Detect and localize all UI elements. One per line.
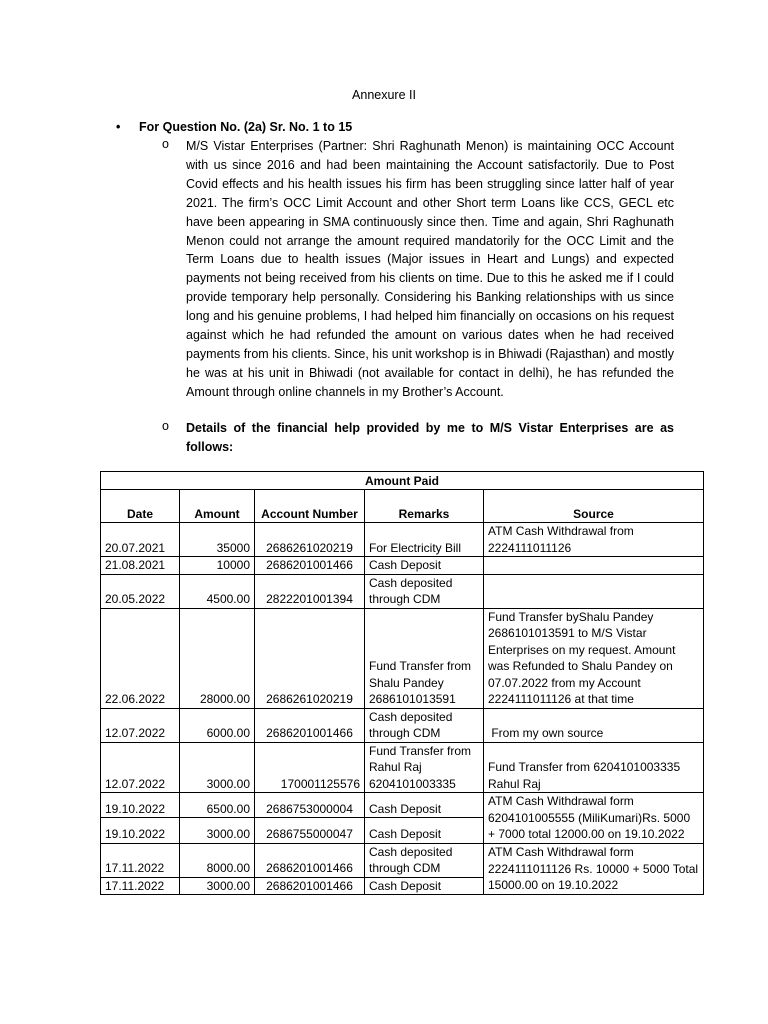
cell-date: 12.07.2022 (101, 742, 180, 793)
cell-account: 2822201001394 (255, 574, 365, 608)
cell-account: 2686755000047 (255, 818, 365, 843)
cell-remarks: Fund Transfer from Shalu Pandey 2686101013591 (365, 608, 484, 708)
amount-paid-table (100, 471, 704, 895)
cell-source: From my own source (484, 708, 704, 742)
circle-bullet-icon: o (162, 419, 169, 433)
cell-account: 170001125576 (255, 742, 365, 793)
cell-date: 12.07.2022 (101, 708, 180, 742)
cell-source: ATM Cash Withdrawal from 2224111011126 (484, 523, 704, 557)
cell-remarks: Cash deposited through CDM (365, 708, 484, 742)
column-header-date: Date (101, 490, 180, 523)
cell-amount: 10000 (180, 557, 255, 575)
cell-source-merged: ATM Cash Withdrawal form 6204101005555 (MiliKumari)Rs. 5000 + 7000 total 12000.00 on 19.10.2022 (484, 793, 704, 844)
cell-amount: 8000.00 (180, 843, 255, 877)
cell-source-merged: ATM Cash Withdrawal form 2224111011126 Rs. 10000 + 5000 Total 15000.00 on 19.10.2022 (484, 843, 704, 895)
cell-account: 2686261020219 (255, 523, 365, 557)
cell-amount: 35000 (180, 523, 255, 557)
cell-date: 17.11.2022 (101, 877, 180, 895)
cell-source (484, 557, 704, 575)
cell-account: 2686201001466 (255, 843, 365, 877)
cell-account: 2686201001466 (255, 877, 365, 895)
table-row (101, 708, 704, 742)
cell-date: 21.08.2021 (101, 557, 180, 575)
cell-source (484, 574, 704, 608)
cell-remarks: Cash deposited through CDM (365, 843, 484, 877)
cell-amount: 3000.00 (180, 818, 255, 843)
table-row (101, 793, 704, 818)
cell-remarks: Cash Deposit (365, 557, 484, 575)
cell-amount: 6000.00 (180, 708, 255, 742)
question-label: For Question No. (2a) Sr. No. 1 to 15 (139, 120, 353, 134)
cell-date: 20.05.2022 (101, 574, 180, 608)
table-row (101, 557, 704, 575)
cell-remarks: Fund Transfer from Rahul Raj 6204101003335 (365, 742, 484, 793)
cell-remarks: Cash Deposit (365, 793, 484, 818)
cell-source: Fund Transfer byShalu Pandey 2686101013591 to M/S Vistar Enterprises on my request. Amount was Refunded to Shalu Pandey on 07.07.2022 from my Account 2224111011126 at that time (484, 608, 704, 708)
table-row (101, 523, 704, 557)
cell-account: 2686261020219 (255, 608, 365, 708)
column-header-remarks: Remarks (365, 490, 484, 523)
cell-date: 19.10.2022 (101, 793, 180, 818)
cell-date: 19.10.2022 (101, 818, 180, 843)
table-row (101, 608, 704, 708)
cell-date: 17.11.2022 (101, 843, 180, 877)
cell-account: 2686753000004 (255, 793, 365, 818)
column-header-source: Source (484, 490, 704, 523)
table-row (101, 742, 704, 793)
paragraph-details-text: Details of the financial help provided by me to M/S Vistar Enterprises are as follows: (186, 421, 674, 454)
table-row (101, 843, 704, 877)
cell-remarks: Cash deposited through CDM (365, 574, 484, 608)
cell-source: Fund Transfer from 6204101003335 Rahul Raj (484, 742, 704, 793)
cell-date: 20.07.2021 (101, 523, 180, 557)
cell-account: 2686201001466 (255, 708, 365, 742)
cell-remarks: Cash Deposit (365, 818, 484, 843)
cell-amount: 3000.00 (180, 742, 255, 793)
cell-amount: 4500.00 (180, 574, 255, 608)
page-title: Annexure II (352, 88, 416, 102)
table-group-header: Amount Paid (101, 472, 704, 490)
cell-amount: 3000.00 (180, 877, 255, 895)
circle-bullet-icon: o (162, 137, 169, 151)
column-header-amount: Amount (180, 490, 255, 523)
column-header-account-number: Account Number (255, 490, 365, 523)
table-row (101, 574, 704, 608)
cell-amount: 28000.00 (180, 608, 255, 708)
paragraph-background-text: M/S Vistar Enterprises (Partner: Shri Raghunath Menon) is maintaining OCC Account with us since 2016 and had been maintaining the Account satisfactorily. Due to Post Covid effects and his health issues his firm has been struggling since latter half of year 2021. The firm’s OCC Limit Account and other Short term Loans like CCS, GECL etc have been appearing in SMA continuously since then. Time and again, Shri Raghunath Menon could not arrange the amount required mandatorily for the OCC Limit and the Term Loans due to health issues (Major issues in Heart and Lungs) and expected payments not being received from his clients on time. Due to this he asked me if I could provide temporary help personally. Considering his Banking relationships with us since long and his genuine problems, I had helped him financially on occasions on his request against which he had refunded the amount on various dates when he had received payments from his clients. Since, his unit workshop is in Bhiwadi (Rajasthan) and mostly he was at his unit in Bhiwadi (not available for contact in delhi), he has refunded the Amount through online channels in my Brother’s Account. (186, 139, 674, 399)
cell-remarks: For Electricity Bill (365, 523, 484, 557)
cell-date: 22.06.2022 (101, 608, 180, 708)
bullet-icon: • (116, 120, 121, 134)
cell-amount: 6500.00 (180, 793, 255, 818)
cell-remarks: Cash Deposit (365, 877, 484, 895)
cell-account: 2686201001466 (255, 557, 365, 575)
